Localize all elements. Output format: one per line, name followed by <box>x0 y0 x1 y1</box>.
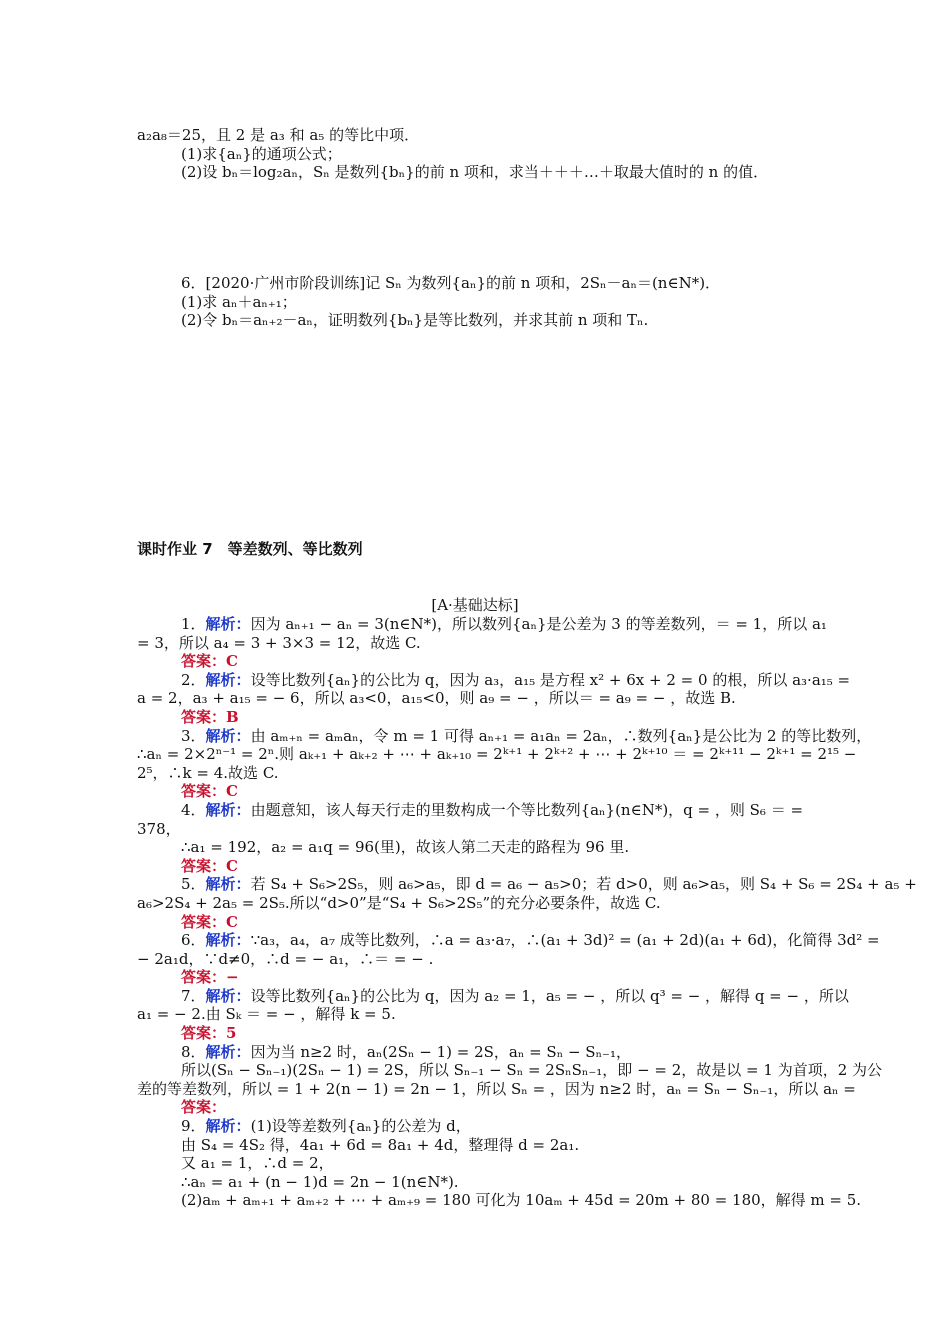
text-line: a = 2，a₃ + a₁₅ = − 6，所以 a₃<0，a₁₅<0，则 a₉ = − ，所以＝ = a₉ = − ，故选 B. <box>137 689 736 708</box>
answer-6-line: 6．解析：∵a₃，a₄，a₇ 成等比数列，∴a = a₃·a₇，∴(a₁ + 3d)² = (a₁ + 2d)(a₁ + 6d)，化简得 3d² = <box>181 931 880 950</box>
text-line: = 3，所以 a₄ = 3 + 3×3 = 12，故选 C. <box>137 633 421 652</box>
text-line: a₁ = − 2.由 Sₖ ＝ = − ，解得 k = 5. <box>137 1005 396 1024</box>
answer-7-line: 7．解析：设等比数列{aₙ}的公比为 q，因为 a₂ = 1，a₅ = − ，所以 q³ = − ，解得 q = − ，所以 <box>181 986 849 1005</box>
text-line: 差的等差数列，所以 = 1 + 2(n − 1) = 2n − 1，所以 Sₙ = ，因为 n≥2 时，aₙ = Sₙ − Sₙ₋₁，所以 aₙ = <box>137 1079 856 1098</box>
text-line: (2)设 bₙ＝log₂aₙ，Sₙ 是数列{bₙ}的前 n 项和，求当＋＋＋…＋取最大值时的 n 的值． <box>181 163 769 182</box>
text-line: 由 S₄ = 4S₂ 得，4a₁ + 6d = 8a₁ + 4d，整理得 d = 2a₁. <box>181 1135 580 1154</box>
answer-3-line: 3．解析：由 aₘ₊ₙ = aₘaₙ，令 m = 1 可得 aₙ₊₁ = a₁aₙ = 2aₙ，∴数列{aₙ}是公比为 2 的等比数列， <box>181 726 872 745</box>
answer-8-line: 8．解析：因为当 n≥2 时，aₙ(2Sₙ − 1) = 2S，aₙ = Sₙ − Sₙ₋₁， <box>181 1042 631 1061</box>
analysis-label: 解析： <box>205 726 251 745</box>
answer-5-line: 5．解析：若 S₄ + S₆>2S₅，则 a₆>a₅，即 d = a₆ − a₅>0；若 d>0，则 a₆>a₅，则 S₄ + S₆ = 2S₄ + a₅ + <box>181 875 917 894</box>
problem-6 <box>137 274 813 330</box>
answer-label: 答案：5 <box>181 1024 237 1043</box>
answer-label: 答案：C <box>181 782 238 801</box>
answer-4-line: 4．解析：由题意知，该人每天行走的里数构成一个等比数列{aₙ}(n∈N*)，q = ，则 S₆ ＝ = <box>181 800 804 819</box>
answer-label: 答案：B <box>181 707 239 726</box>
text-line: 378， <box>137 819 181 838</box>
text-line: ∴aₙ = a₁ + (n − 1)d = 2n − 1(n∈N*). <box>181 1172 459 1191</box>
text-line: (2)aₘ + aₘ₊₁ + aₘ₊₂ + ⋯ + aₘ₊₉ = 180 可化为 10aₘ + 45d = 20m + 80 = 180，解得 m = 5. <box>181 1191 862 1210</box>
analysis-label: 解析： <box>205 1042 251 1061</box>
text-line: 6．[2020·广州市阶段训练]记 Sₙ 为数列{aₙ}的前 n 项和，2Sₙ－aₙ＝(n∈N*)． <box>181 274 721 292</box>
section-subtitle: [A·基础达标] <box>431 596 519 614</box>
analysis-label: 解析： <box>205 986 251 1005</box>
answer-label: 答案：C <box>181 652 238 671</box>
analysis-label: 解析： <box>205 1117 251 1136</box>
analysis-label: 解析： <box>205 800 251 819</box>
answer-9-line: 9．解析：(1)设等差数列{aₙ}的公差为 d， <box>181 1117 471 1136</box>
answer-label: 答案： <box>181 1098 227 1117</box>
section-title: 课时作业 7 等差数列、等比数列 <box>137 540 363 558</box>
text-line: 又 a₁ = 1，∴d = 2， <box>181 1154 334 1173</box>
answer-list <box>137 615 917 1210</box>
analysis-label: 解析： <box>205 931 251 950</box>
analysis-label: 解析： <box>205 875 251 894</box>
answer-label: 答案：− <box>181 968 239 987</box>
problem-5-continuation <box>137 126 813 182</box>
text-line: ∴aₙ = 2×2ⁿ⁻¹ = 2ⁿ.则 aₖ₊₁ + aₖ₊₂ + ⋯ + aₖ₊₁₀ = 2ᵏ⁺¹ + 2ᵏ⁺² + ⋯ + 2ᵏ⁺¹⁰ ＝ = 2ᵏ⁺¹¹ − 2ᵏ⁺¹ = 2¹⁵ − <box>137 745 857 764</box>
text-line: (2)令 bₙ＝aₙ₊₂－aₙ，证明数列{bₙ}是等比数列，并求其前 n 项和 Tₙ. <box>181 311 649 330</box>
text-line: (1)求 aₙ＋aₙ₊₁； <box>181 292 297 311</box>
answer-1-line: 1．解析：因为 aₙ₊₁ − aₙ = 3(n∈N*)，所以数列{aₙ}是公差为 3 的等差数列，＝ = 1，所以 a₁ <box>181 615 827 633</box>
answer-label: 答案：C <box>181 912 238 931</box>
text-line: − 2a₁d，∵d≠0，∴d = − a₁，∴＝ = − . <box>137 949 434 968</box>
answer-2-line: 2．解析：设等比数列{aₙ}的公比为 q，因为 a₃，a₁₅ 是方程 x² + 6x + 2 = 0 的根，所以 a₃·a₁₅ = <box>181 670 851 689</box>
text-line: ∴a₁ = 192，a₂ = a₁q = 96(里)，故该人第二天走的路程为 96 里. <box>181 838 630 857</box>
text-line: 所以(Sₙ − Sₙ₋₁)(2Sₙ − 1) = 2S，所以 Sₙ₋₁ − Sₙ = 2SₙSₙ₋₁，即 − = 2，故是以 = 1 为首项，2 为公 <box>181 1061 883 1080</box>
answer-label: 答案：C <box>181 856 238 875</box>
analysis-label: 解析： <box>205 670 251 689</box>
text-line: 2⁵，∴k = 4.故选 C. <box>137 763 279 782</box>
text-line: (1)求{aₙ}的通项公式； <box>181 144 342 163</box>
analysis-label: 解析： <box>205 615 251 633</box>
text-line: a₂a₈＝25，且 2 是 a₃ 和 a₅ 的等比中项． <box>137 126 420 144</box>
text-line: a₆>2S₄ + 2a₅ = 2S₅.所以“d>0”是“S₄ + S₆>2S₅”的充分必要条件，故选 C. <box>137 893 661 912</box>
